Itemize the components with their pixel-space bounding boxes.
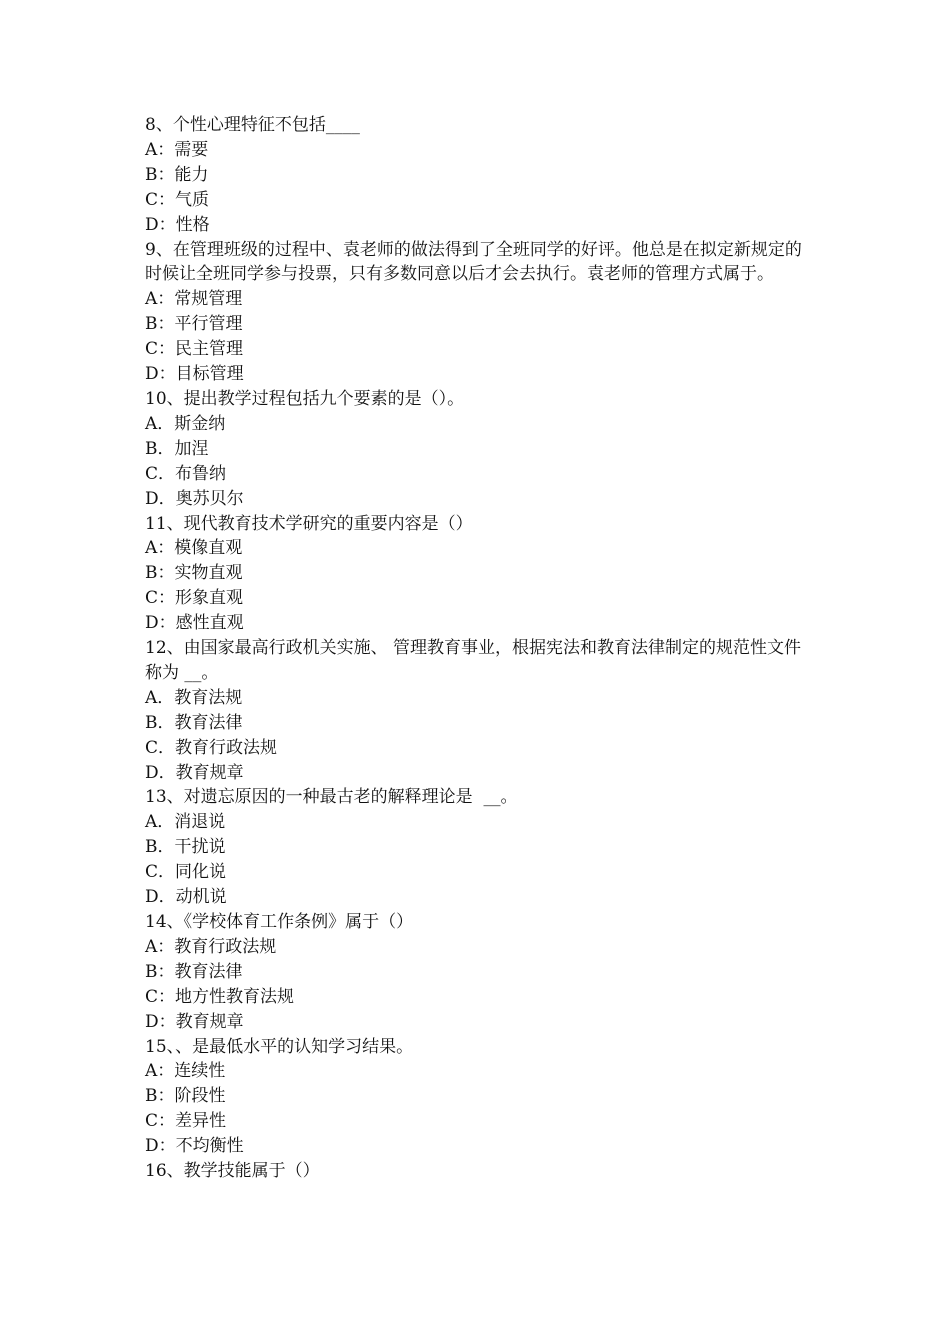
question-list <box>145 113 810 1184</box>
option-d: D．奥苏贝尔 <box>145 488 244 509</box>
option-b: B：能力 <box>145 164 209 185</box>
option-d: D．教育规章 <box>145 762 244 783</box>
question-stem: 8、个性心理特征不包括____ <box>145 115 360 135</box>
option-d: D：不均衡性 <box>145 1136 244 1157</box>
option-a: A：连续性 <box>145 1061 226 1082</box>
option-a: A：常规管理 <box>145 289 243 310</box>
option-c: C．同化说 <box>145 862 227 883</box>
question-stem: 14、《学校体育工作条例》属于（） <box>145 912 414 932</box>
question-stem: 11、现代教育技术学研究的重要内容是（） <box>145 513 473 534</box>
question-9 <box>145 238 810 387</box>
option-c: C：地方性教育法规 <box>145 986 295 1007</box>
option-d: D：目标管理 <box>145 364 244 385</box>
question-11 <box>145 512 810 637</box>
option-a: A：模像直观 <box>145 538 243 559</box>
question-15 <box>145 1035 810 1160</box>
question-stem: 9、在管理班级的过程中、袁老师的做法得到了全班同学的好评。他总是在拟定新规定的时候让全班同学参与投票，只有多数同意以后才会去执行。袁老师的管理方式属于。 <box>145 239 802 285</box>
question-10 <box>145 387 810 512</box>
question-8 <box>145 113 810 238</box>
option-a: A．消退说 <box>145 812 226 833</box>
question-stem: 10、提出教学过程包括九个要素的是（）。 <box>145 388 465 409</box>
option-c: C：差异性 <box>145 1111 227 1132</box>
option-c: C：民主管理 <box>145 339 244 360</box>
question-14 <box>145 910 810 1035</box>
option-b: B．教育法律 <box>145 712 243 733</box>
option-a: A：教育行政法规 <box>145 936 277 957</box>
option-d: D：教育规章 <box>145 1011 244 1032</box>
question-stem: 13、对遗忘原因的一种最古老的解释理论是 __。 <box>145 787 518 808</box>
option-d: D：感性直观 <box>145 613 244 634</box>
option-b: B：平行管理 <box>145 314 243 335</box>
option-c: C：形象直观 <box>145 588 244 609</box>
option-c: C：气质 <box>145 189 210 210</box>
option-b: B：阶段性 <box>145 1086 226 1107</box>
question-stem: 16、教学技能属于（） <box>145 1161 320 1182</box>
option-a: A．斯金纳 <box>145 413 226 434</box>
option-c: C．布鲁纳 <box>145 463 227 484</box>
option-b: B：教育法律 <box>145 961 243 982</box>
option-d: D．动机说 <box>145 887 227 908</box>
option-d: D：性格 <box>145 214 210 235</box>
question-stem: 12、由国家最高行政机关实施、 管理教育事业，根据宪法和教育法律制定的规范性文件称为 __。 <box>145 638 802 683</box>
question-stem: 15、、是最低水平的认知学习结果。 <box>145 1036 414 1057</box>
option-b: B．干扰说 <box>145 837 226 858</box>
option-a: A．教育法规 <box>145 687 243 708</box>
question-16 <box>145 1159 810 1184</box>
question-12 <box>145 636 810 785</box>
option-a: A：需要 <box>145 139 209 160</box>
option-c: C．教育行政法规 <box>145 737 278 758</box>
option-b: B：实物直观 <box>145 563 243 584</box>
option-b: B．加涅 <box>145 438 209 459</box>
question-13 <box>145 785 810 910</box>
